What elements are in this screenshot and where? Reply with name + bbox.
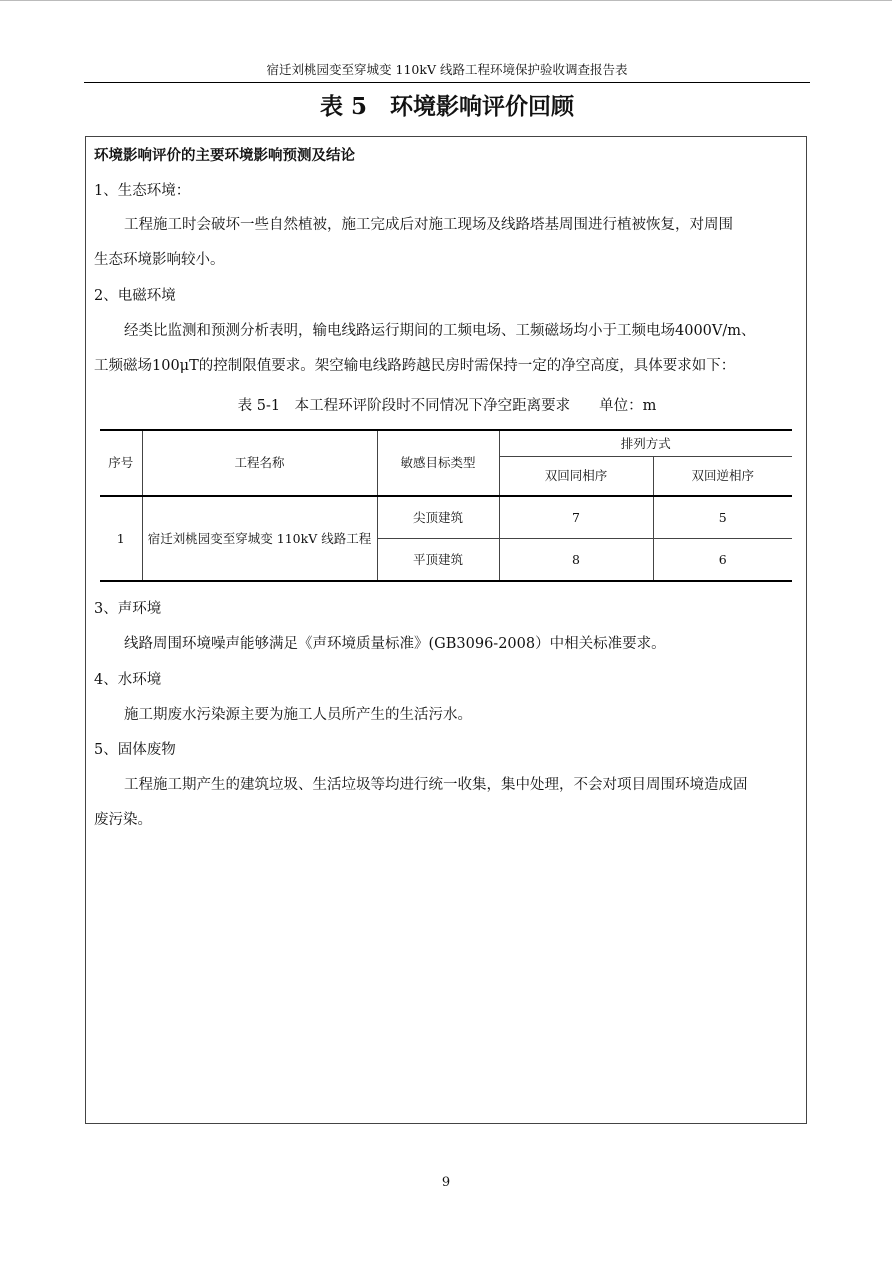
page-number: 9	[441, 1175, 451, 1190]
running-header: 宿迁刘桃园变至穿城变 110kV 线路工程环境保护验收调查报告表	[266, 62, 628, 77]
electromagnetic-paragraph-line2: 工频磁场100μT的控制限值要求。架空输电线路跨越民房时需保持一定的净空高度，具体要求如下：	[94, 358, 736, 374]
cell-pointed-same-phase: 7	[499, 496, 653, 539]
solid-waste-paragraph-line1: 工程施工期产生的建筑垃圾、生活垃圾等均进行统一收集，集中处理，不会对项目周围环境造成固	[124, 777, 748, 793]
table-header-row	[100, 430, 792, 457]
cell-pointed-reverse-phase: 5	[653, 496, 792, 539]
header-reverse-phase: 双回逆相序	[653, 457, 792, 497]
subtable-caption: 表 5-1 本工程环评阶段时不同情况下净空距离要求 单位：m	[237, 398, 657, 414]
cell-seq: 1	[100, 496, 142, 581]
electromagnetic-paragraph-line1: 经类比监测和预测分析表明，输电线路运行期间的工频电场、工频磁场均小于工频电场4000V/m、	[124, 323, 756, 339]
table-title: 表 5 环境影响评价回顾	[319, 93, 574, 120]
header-arrangement: 排列方式	[499, 430, 792, 457]
ecology-paragraph-line2: 生态环境影响较小。	[94, 252, 225, 268]
content-frame	[85, 136, 807, 1124]
water-paragraph-line1: 施工期废水污染源主要为施工人员所产生的生活污水。	[124, 707, 472, 723]
header-seq: 序号	[100, 430, 142, 496]
cell-flat-same-phase: 8	[499, 539, 653, 582]
header-project: 工程名称	[142, 430, 377, 496]
header-target-type: 敏感目标类型	[377, 430, 499, 496]
cell-project-name: 宿迁刘桃园变至穿城变 110kV 线路工程	[142, 496, 377, 581]
ecology-paragraph-line1: 工程施工时会破坏一些自然植被，施工完成后对施工现场及线路塔基周围进行植被恢复，对周围	[124, 217, 733, 233]
page-top-edge	[0, 0, 892, 1]
clearance-table	[100, 429, 792, 582]
ecology-heading: 1、生态环境：	[94, 183, 191, 199]
table-row	[100, 496, 792, 539]
header-rule	[84, 82, 810, 83]
noise-paragraph-line1: 线路周围环境噪声能够满足《声环境质量标准》(GB3096-2008）中相关标准要求。	[124, 636, 666, 652]
electromagnetic-heading: 2、电磁环境	[94, 288, 176, 304]
solid-waste-paragraph-line2: 废污染。	[94, 812, 152, 828]
cell-flat-reverse-phase: 6	[653, 539, 792, 582]
cell-pointed-building: 尖顶建筑	[377, 496, 499, 539]
header-same-phase: 双回同相序	[499, 457, 653, 497]
water-heading: 4、水环境	[94, 672, 162, 688]
cell-flat-building: 平顶建筑	[377, 539, 499, 582]
section-heading: 环境影响评价的主要环境影响预测及结论	[94, 147, 355, 164]
noise-heading: 3、声环境	[94, 601, 162, 617]
solid-waste-heading: 5、固体废物	[94, 742, 176, 758]
